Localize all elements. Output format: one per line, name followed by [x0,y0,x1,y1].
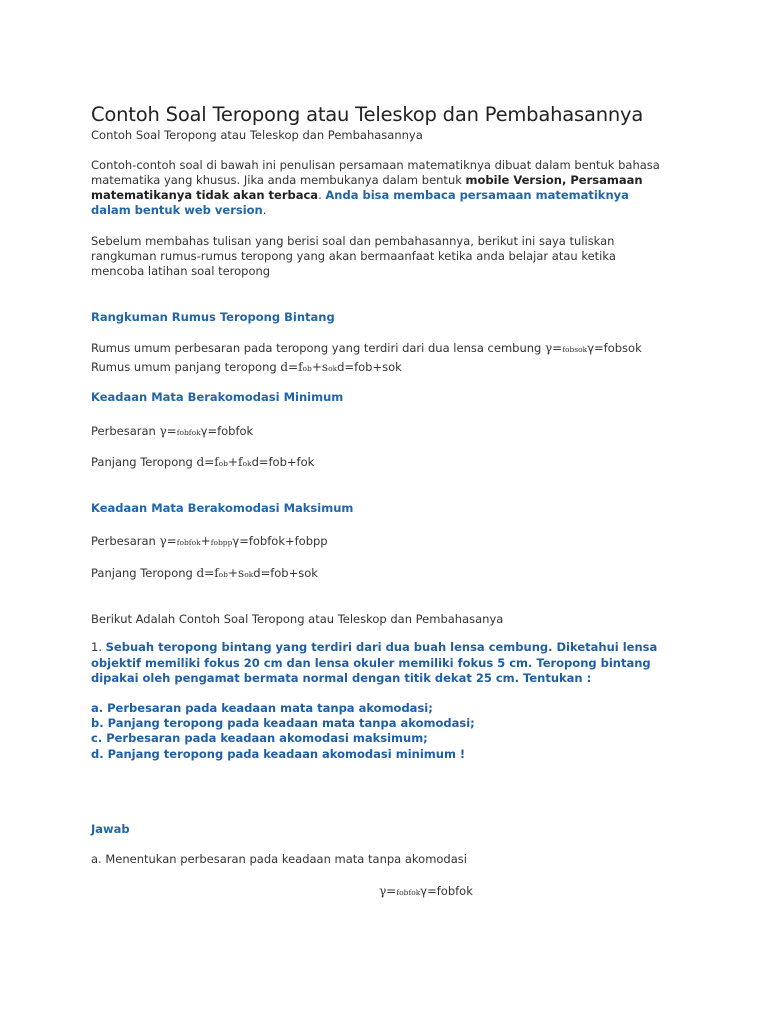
formula-plain: d=fob+fok [251,455,315,469]
formula-label: Perbesaran [91,534,160,548]
section-heading-maksimum: Keadaan Mata Berakomodasi Maksimum [91,501,354,515]
formula-line-magnification [91,341,642,355]
formula-math: +s [228,566,245,580]
formula-label: Rumus umum panjang teropong [91,360,281,374]
formula-plain: d=fob+sok [253,566,318,580]
formula-math-small: fobfok [176,428,201,437]
page-subtitle: Contoh Soal Teropong atau Teleskop dan Pembahasannya [91,128,423,142]
formula-plain: γ=fobfok [420,884,473,898]
answer-a-text: a. Menentukan perbesaran pada keadaan mata tanpa akomodasi [91,852,467,866]
formula-math: d=f [196,455,219,469]
formula-plain: γ=fobsok [587,341,642,355]
question-number: 1. [91,640,106,654]
intro-bold: mobile Version, Persamaan matematikanya tidak akan terbaca [91,173,643,202]
question-1 [91,640,661,687]
formula-min-magnification [91,424,253,438]
formula-math: +f [228,455,243,469]
page-title: Contoh Soal Teropong atau Teleskop dan Pembahasannya [91,103,644,126]
formula-math-small: ob [218,459,228,468]
formula-plain: γ=fobfok+fobpp [232,534,328,548]
formula-math-small: ob [218,570,228,579]
question-text: Sebuah teropong bintang yang terdiri dari dua buah lensa cembung. Diketahui lensa objektif memiliki fokus 20 cm dan lensa okuler memiliki fokus 5 cm. Teropong bintang dipakai oleh pengamat bermata normal dengan titik dekat 25 cm. Tentukan : [91,640,658,685]
formula-label: Rumus umum perbesaran pada teropong yang terdiri dari dua lensa cembung [91,341,545,355]
question-item: b. Panjang teropong pada keadaan mata tanpa akomodasi; [91,716,475,730]
formula-min-length [91,455,314,469]
formula-math-small: fobsok [562,345,588,354]
answer-heading: Jawab [91,822,130,836]
intro-end: . [262,203,267,217]
intro-dot: . [318,188,326,202]
formula-math: d=f [196,566,219,580]
intro-text: Contoh-contoh soal di bawah ini penulisan persamaan matematiknya dibuat dalam bentuk bahasa matematika yang khusus. Jika anda membukanya dalam bentuk [91,158,660,187]
section-heading-rangkuman: Rangkuman Rumus Teropong Bintang [91,310,335,324]
formula-math-small: fobfok [176,538,201,547]
formula-label: Panjang Teropong [91,455,197,469]
section-heading-minimum: Keadaan Mata Berakomodasi Minimum [91,390,344,404]
answer-a-formula [91,884,761,898]
formula-label: Panjang Teropong [91,566,197,580]
question-item: c. Perbesaran pada keadaan akomodasi maksimum; [91,731,428,745]
question-item: d. Panjang teropong pada keadaan akomodasi minimum ! [91,747,466,761]
intro-paragraph [91,158,661,218]
formula-plain: d=fob+sok [337,360,402,374]
formula-math-small: ok [242,459,252,468]
formula-math: d=f [280,360,303,374]
formula-math-small: fobfok [396,888,421,897]
formula-math: + [200,534,211,548]
formula-max-magnification [91,534,328,548]
formula-label: Perbesaran [91,424,160,438]
examples-intro: Berikut Adalah Contoh Soal Teropong atau Teleskop dan Pembahasanya [91,612,504,626]
formula-math: γ= [159,534,177,548]
formula-line-length [91,360,402,374]
formula-math: γ= [544,341,563,355]
formula-plain: γ=fobfok [200,424,254,438]
formula-math: +s [311,360,329,374]
question-item: a. Perbesaran pada keadaan mata tanpa akomodasi; [91,701,433,715]
formula-max-length [91,566,318,580]
formula-math: γ= [379,884,397,898]
formula-math: γ= [159,424,177,438]
intro-web-version-link[interactable]: Anda bisa membaca persamaan matematiknya dalam bentuk web version [91,188,629,217]
summary-intro-paragraph: Sebelum membahas tulisan yang berisi soal dan pembahasannya, berikut ini saya tuliskan rangkuman rumus-rumus teropong yang akan bermaanfaat ketika anda belajar atau ketika mencoba latihan soal teropong [91,234,616,278]
formula-math-small: ob [302,364,312,373]
formula-math-small: ok [244,570,254,579]
formula-math-small: ok [328,364,338,373]
formula-math-small: fobpp [210,538,233,547]
